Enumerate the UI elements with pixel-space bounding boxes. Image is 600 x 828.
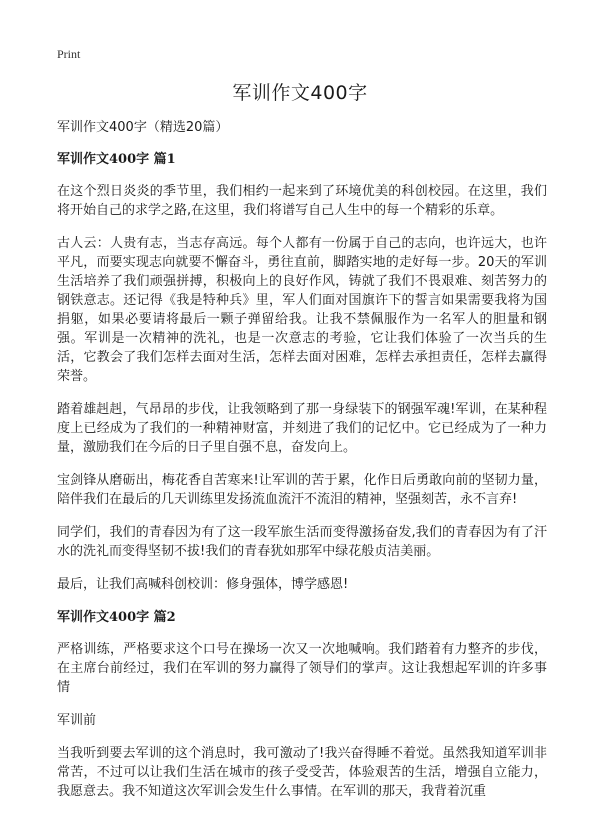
paragraph: 军训前 [57, 713, 97, 728]
section-heading: 军训作文400字 篇2 [57, 610, 176, 625]
paragraph: 同学们，我们的青春因为有了这一段军旅生活而变得激扬奋发,我们的青春因为有了汗水的洗礼而变得坚韧不拔!我们的青春犹如那军中绿花般贞洁美丽。 [57, 525, 547, 559]
paragraph: 古人云：人贵有志，当志存高远。每个人都有一份属于自己的志向，也许远大，也许平凡，而要实现志向就要不懈奋斗，勇往直前，脚踏实地的走好每一步。20天的军训生活培养了我们顽强拼搏，积极向上的良好作风，铸就了我们不畏艰难、刻苦努力的钢铁意志。还记得《我是特种兵》里，军人们面对国旗许下的誓言如果需要我将为国捐躯，如果必要请将最后一颗子弹留给我。让我不禁佩服作为一名军人的胆量和钢强。军训是一次精神的洗礼，也是一次意志的考验，它让我们体验了一次当兵的生活，它教会了我们怎样去面对生活，怎样去面对困难，怎样去承担责任，怎样去赢得荣誉。 [57, 236, 547, 384]
paragraph: 严格训练，严格要求这个口号在操场一次又一次地喊响。我们踏着有力整齐的步伐，在主席台前经过，我们在军训的努力赢得了领导们的掌声。这让我想起军训的许多事情 [57, 642, 547, 695]
document-subtitle: 军训作文400字（精选20篇） [57, 120, 229, 135]
paragraph: 当我听到要去军训的这个消息时，我可激动了!我兴奋得睡不着觉。虽然我知道军训非常苦，不过可以让我们生活在城市的孩子受受苦，体验艰苦的生活，增强自立能力，我愿意去。我不知道这次军训会发生什么事情。在军训的那天，我背着沉重 [57, 746, 547, 799]
paragraph: 宝剑锋从磨砺出，梅花香自苦寒来!让军训的苦于累，化作日后勇敢向前的坚韧力量，陪伴我们在最后的几天训练里发扬流血流汗不流泪的精神，坚强刻苦，永不言弃! [57, 473, 547, 507]
paragraph: 最后，让我们高喊科创校训：修身强体，博学感恩! [57, 577, 349, 592]
section-heading: 军训作文400字 篇1 [57, 152, 176, 167]
page-title: 军训作文400字 [232, 82, 368, 104]
paragraph: 在这个烈日炎炎的季节里，我们相约一起来到了环境优美的科创校园。在这里，我们将开始自己的求学之路,在这里，我们将谱写自己人生中的每一个精彩的乐章。 [57, 184, 547, 218]
paragraph: 踏着雄赳赳，气昂昂的步伐，让我领略到了那一身绿装下的钢强军魂!军训，在某种程度上已经成为了我们的一种精神财富，并刻进了我们的记忆中。它已经成为了一种力量，激励我们在今后的日子里自强不息，奋发向上。 [57, 402, 547, 455]
print-label[interactable]: Print [57, 47, 81, 61]
document-body [57, 118, 547, 815]
